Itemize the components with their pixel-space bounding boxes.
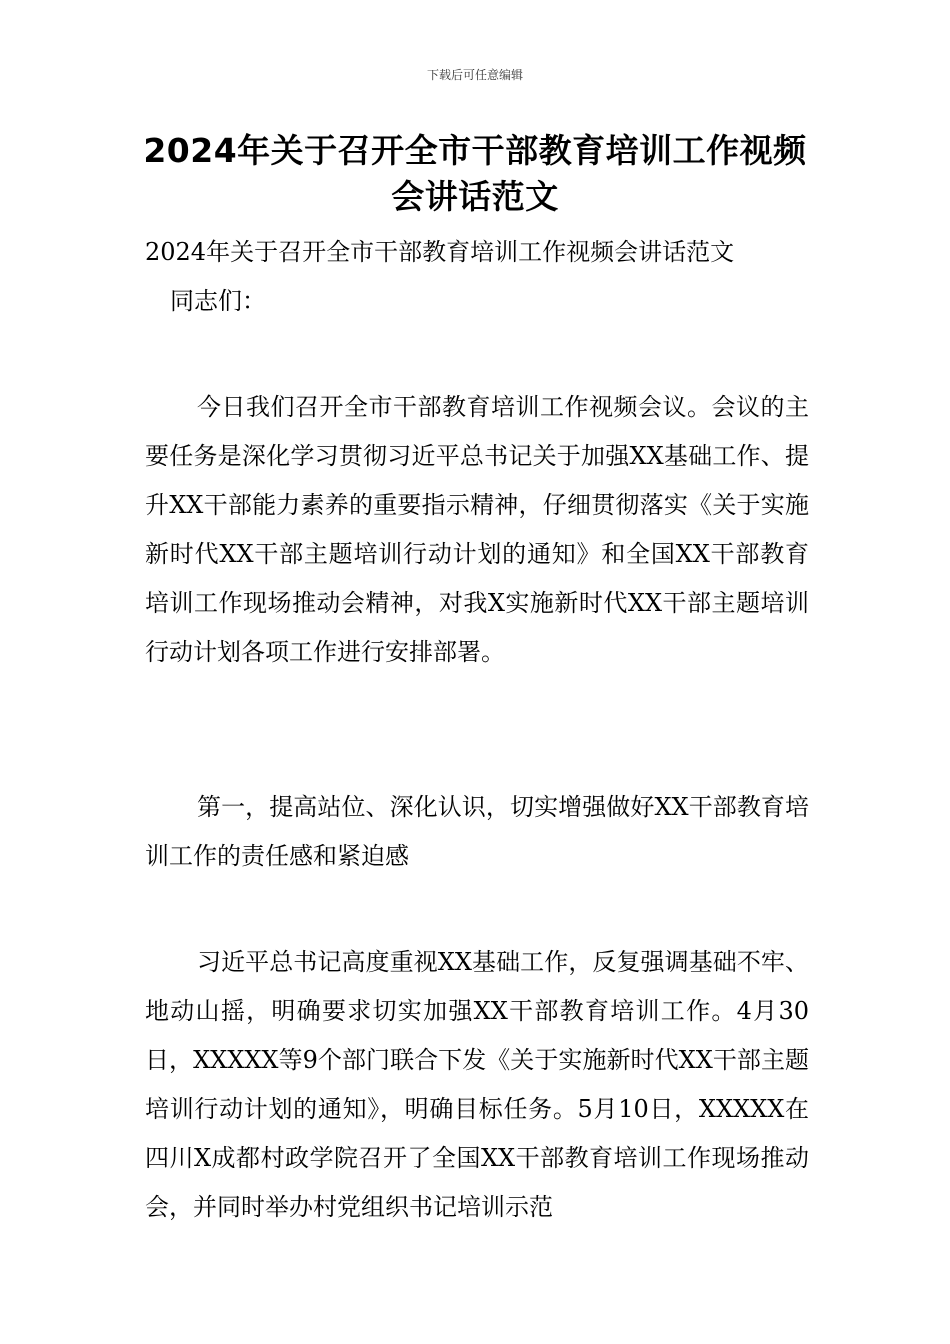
paragraph-body: 习近平总书记高度重视XX基础工作，反复强调基础不牢、地动山摇，明确要求切实加强XX干部教育培训工作。4月30日，XXXXX等9个部门联合下发《关于实施新时代XX干部主题培训行动计划的通知》，明确目标任务。5月10日，XXXXX在四川X成都村政学院召开了全国XX干部教育培训工作现场推动会，并同时举办村党组织书记培训示范 — [145, 948, 809, 1221]
document-title: 2024年关于召开全市干部教育培训工作视频会讲话范文 — [143, 131, 807, 216]
page-header-note: 下载后可任意编辑 — [426, 68, 523, 82]
paragraph-spacer — [145, 881, 809, 938]
section-heading-first: 第一，提高站位、深化认识，切实增强做好XX干部教育培训工作的责任感和紧迫感 — [145, 793, 809, 870]
paragraph-spacer — [145, 326, 809, 383]
greeting: 同志们： — [170, 287, 266, 315]
document-subtitle: 2024年关于召开全市干部教育培训工作视频会讲话范文 — [145, 238, 735, 266]
paragraph-intro: 今日我们召开全市干部教育培训工作视频会议。会议的主要任务是深化学习贯彻习近平总书记关于加强XX基础工作、提升XX干部能力素养的重要指示精神，仔细贯彻落实《关于实施新时代XX干部主题培训行动计划的通知》和全国XX干部教育培训工作现场推动会精神，对我X实施新时代XX干部主题培训行动计划各项工作进行安排部署。 — [145, 393, 809, 666]
document-body — [145, 228, 809, 1232]
paragraph-spacer — [145, 677, 809, 783]
